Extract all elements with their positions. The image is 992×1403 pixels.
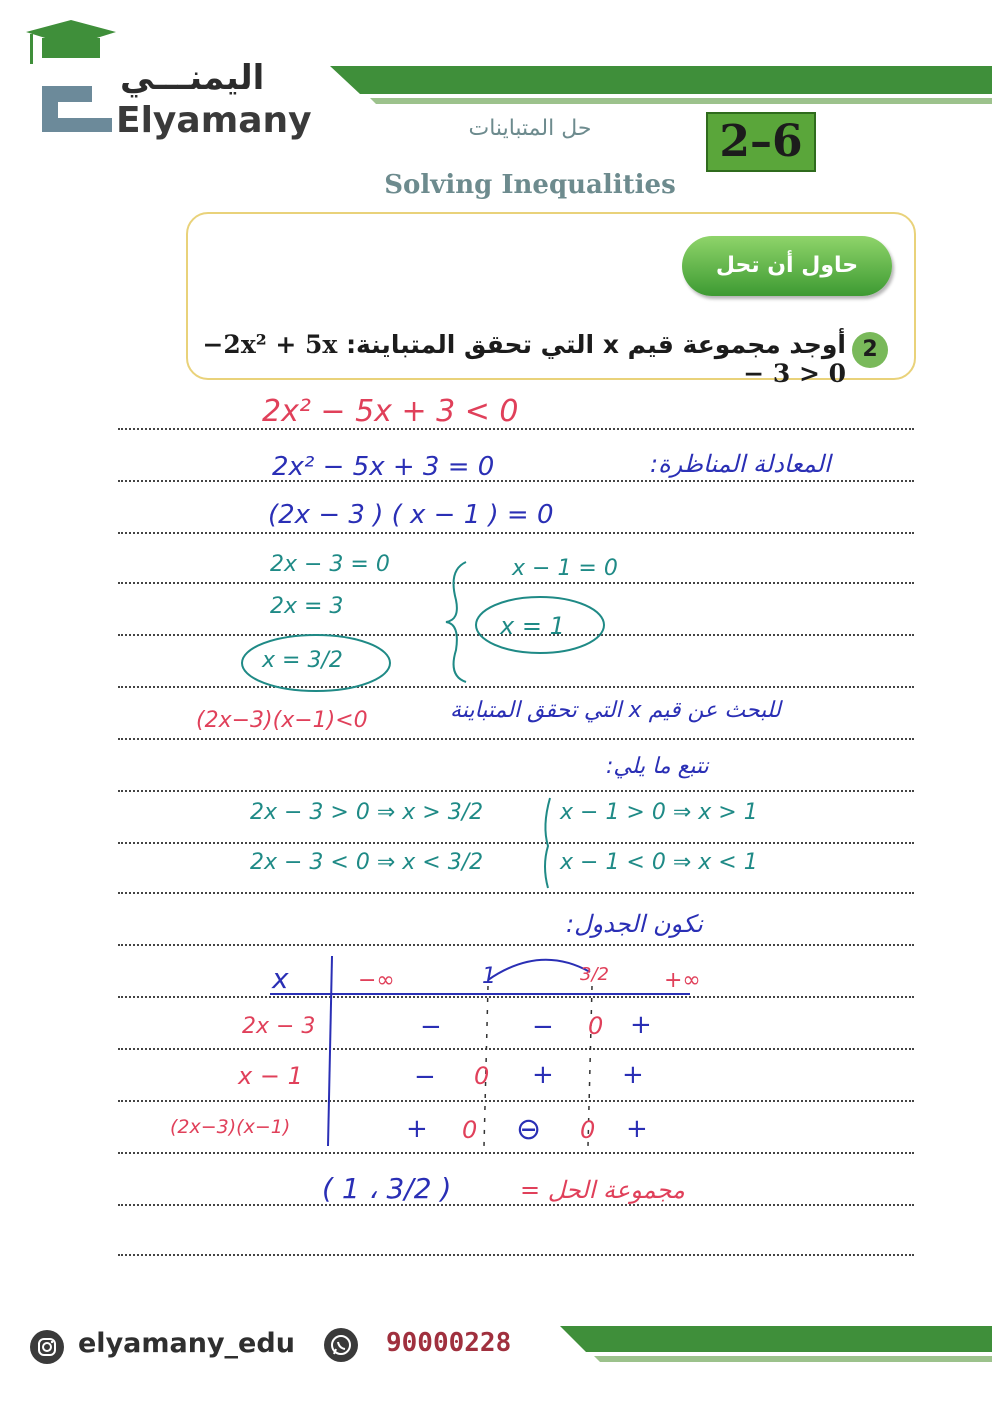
final-answer: ( 1 ، 3/2 ) [322, 1172, 452, 1205]
phone-number[interactable]: 90000228 [386, 1328, 512, 1358]
sign-cell: − [532, 1012, 554, 1042]
lesson-number-badge: 2–6 [706, 112, 816, 172]
table-row-label-2: x − 1 [238, 1062, 303, 1090]
corresponding-equation-label: المعادلة المناظرة: [650, 450, 831, 478]
question-text [196, 330, 846, 388]
inequality-restated: (2x−3)(x−1)<0 [196, 708, 368, 733]
sign-cell: − [414, 1062, 436, 1092]
instagram-icon[interactable] [30, 1330, 64, 1364]
root-a-step-2: 2x = 3 [270, 594, 344, 619]
sign-cell: + [622, 1060, 644, 1090]
table-header-root-3-2: 3/2 [580, 964, 609, 985]
lesson-title-english: Solving Inequalities [384, 170, 676, 200]
case-1-right: x − 1 > 0 ⇒ x > 1 [560, 800, 758, 825]
brand-name-arabic: اليمنـــي [120, 58, 265, 98]
solution-line-3: (2x − 3 ) ( x − 1 ) = 0 [268, 500, 554, 530]
root-a-step-3: x = 3/2 [262, 648, 343, 673]
root-a-circle [238, 632, 394, 694]
sign-cell: 0 [474, 1062, 490, 1090]
table-header-root-1: 1 [482, 964, 496, 989]
sign-cell-negative-circled: ⊖ [516, 1112, 542, 1147]
case-2-left: 2x − 3 < 0 ⇒ x < 3/2 [250, 850, 484, 875]
root-b-circle [472, 594, 608, 656]
graduation-cap-logo-icon [26, 20, 116, 138]
question-prompt: أوجد مجموعة قيم x التي تحقق المتباينة: [346, 330, 846, 359]
table-row-label-3: (2x−3)(x−1) [170, 1116, 291, 1138]
header-stripe-decoration [330, 66, 992, 106]
question-inequality: −2x² + 5x − 3 > 0 [202, 330, 846, 388]
case-1-left: 2x − 3 > 0 ⇒ x > 3/2 [250, 800, 484, 825]
solution-line-1: 2x² − 5x + 3 < 0 [262, 394, 519, 429]
sign-cell: + [532, 1060, 554, 1090]
lesson-title-arabic: حل المتباينات [468, 116, 592, 141]
whatsapp-icon[interactable] [324, 1328, 358, 1362]
root-a-step-1: 2x − 3 = 0 [270, 552, 390, 577]
instagram-handle[interactable]: elyamany_edu [78, 1328, 295, 1359]
table-header-x: x [272, 962, 289, 995]
table-header-plus-infinity: +∞ [664, 968, 701, 993]
root-b-step-2: x = 1 [500, 612, 565, 640]
method-label: نتبع ما يلي: [606, 754, 709, 779]
search-values-label: للبحث عن قيم x التي تحقق المتباينة [450, 698, 781, 723]
sign-cell: + [626, 1114, 648, 1144]
table-label: نكون الجدول: [566, 910, 703, 938]
solution-set-label: مجموعة الحل = [520, 1176, 685, 1204]
cases-divider [540, 796, 554, 890]
case-2-right: x − 1 < 0 ⇒ x < 1 [560, 850, 758, 875]
table-row-label-1: 2x − 3 [242, 1014, 316, 1039]
brand-name-english: Elyamany [116, 100, 312, 141]
footer-stripe-decoration [560, 1326, 992, 1366]
brace-divider [444, 560, 470, 684]
solution-line-2: 2x² − 5x + 3 = 0 [272, 452, 495, 482]
sign-cell: − [420, 1012, 442, 1042]
sign-cell: 0 [580, 1116, 596, 1144]
sign-cell: 0 [588, 1012, 604, 1040]
sign-cell: 0 [462, 1116, 478, 1144]
question-number: 2 [852, 332, 888, 368]
try-to-solve-label: حاول أن تحل [682, 236, 892, 296]
root-b-step-1: x − 1 = 0 [512, 556, 618, 581]
sign-cell: + [630, 1010, 652, 1040]
table-header-minus-infinity: −∞ [358, 968, 395, 993]
sign-cell: + [406, 1114, 428, 1144]
